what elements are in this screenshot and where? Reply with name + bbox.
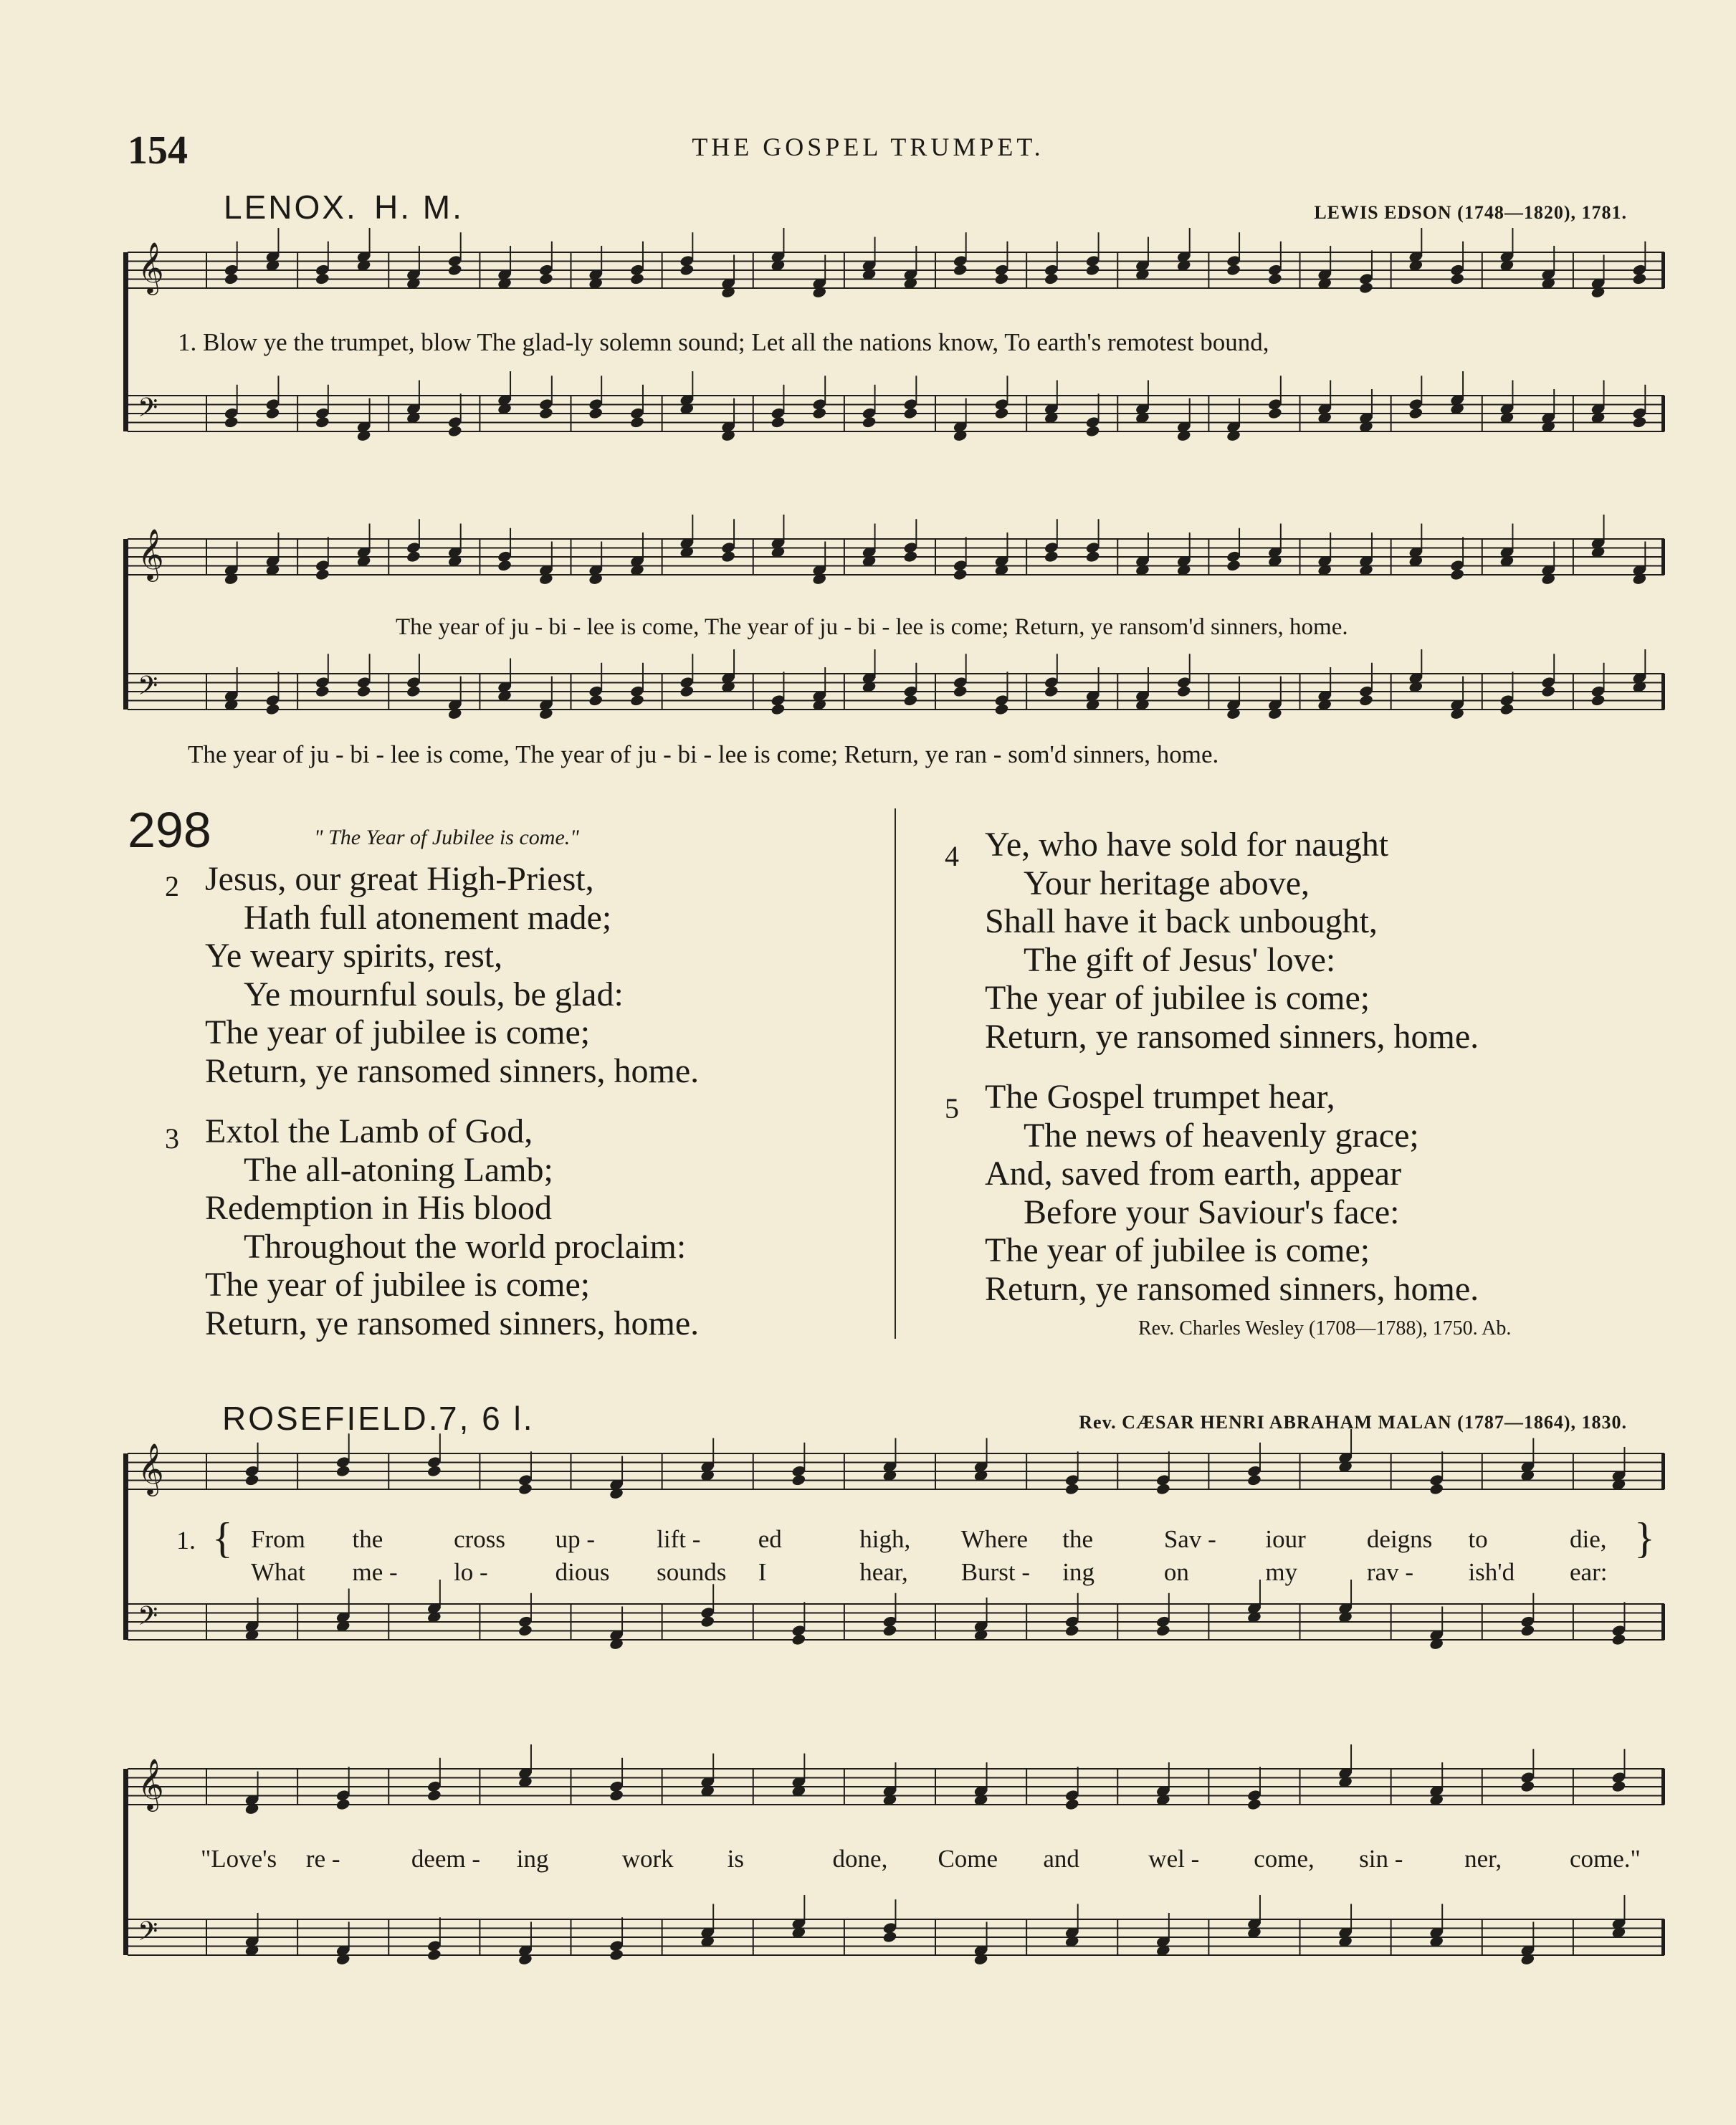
lenox-system2-final-bar: [1661, 674, 1665, 710]
rosefield-system1-treble-note: [1064, 1483, 1079, 1496]
verse-line: Extol the Lamb of God,: [205, 1112, 533, 1150]
rosefield-system1-treble-note: [244, 1474, 259, 1486]
lenox-system1-treble-note: [224, 272, 239, 285]
rosefield-system1-bass-note: [518, 1624, 533, 1637]
lenox-system2-bass-note: [1499, 703, 1515, 716]
lenox-system2-bass-note: [265, 703, 280, 716]
verse-line: Throughout the world proclaim:: [244, 1227, 687, 1266]
rosefield-system1-final-bar: [1661, 1453, 1665, 1489]
verse-number: 3: [165, 1122, 179, 1155]
lyric-syllable: sounds: [657, 1558, 727, 1586]
rosefield-system2-treble-note: [609, 1789, 624, 1802]
lenox-system1-bass-note: [538, 407, 553, 420]
lyric-syllable: Come: [938, 1845, 998, 1873]
lyric-syllable: to: [1468, 1525, 1488, 1553]
verse-line: Hath full atonement made;: [244, 898, 612, 937]
verse-line: Return, ye ransomed sinners, home.: [205, 1304, 700, 1342]
lenox-meter: H. M.: [374, 188, 464, 226]
verse-line: Before your Saviour's face:: [1024, 1193, 1400, 1231]
lenox-system1-bass-note: [447, 425, 462, 438]
lenox-system2-system-bracket: [123, 539, 128, 710]
verse-line: Jesus, our great High-Priest,: [205, 860, 594, 898]
lenox-system2-bass-note: [994, 703, 1009, 716]
rosefield-system2-bass-note: [426, 1949, 442, 1962]
lenox-system1-bass-note: [224, 416, 239, 429]
lyric-syllable: lift -: [657, 1525, 701, 1553]
lenox-system1-treble-note: [1632, 272, 1647, 285]
lyric-syllable: re -: [305, 1845, 340, 1873]
lenox-system1-treble-note: [1226, 264, 1241, 277]
verse-line: The year of jubilee is come;: [985, 979, 1370, 1017]
verse-line: And, saved from earth, appear: [985, 1155, 1402, 1193]
lyric-syllable: Where: [960, 1525, 1029, 1553]
lenox-system2-bass-note: [315, 685, 330, 698]
lyric-syllable: come,: [1254, 1845, 1315, 1873]
lyric-syllable: deem -: [411, 1845, 481, 1873]
lenox-system1-lyric: 1. Blow ye the trumpet, blow The glad-ly solemn sound; Let all the nations know, To earth's remotest bound,: [178, 328, 1269, 356]
lyric-syllable: lo -: [454, 1558, 488, 1586]
verse-line: Return, ye ransomed sinners, home.: [985, 1017, 1479, 1056]
lenox-system2-bass-note: [1358, 694, 1373, 707]
lenox-system1-bass-note: [1408, 407, 1423, 420]
lyric-syllable: wel -: [1148, 1845, 1200, 1873]
lyric-syllable: my: [1265, 1558, 1298, 1586]
lenox-system1-treble-note: [994, 272, 1009, 285]
rosefield-system1-treble-note: [1155, 1483, 1170, 1496]
lenox-system2-bass-note: [1590, 694, 1606, 707]
lyric-syllable: sin -: [1359, 1845, 1403, 1873]
verse-line: Return, ye ransomed sinners, home.: [205, 1051, 700, 1090]
verse-5: [945, 1078, 1661, 1308]
rosefield-verse-label: 1.: [176, 1526, 196, 1555]
lenox-system2-treble-note: [315, 568, 330, 581]
rosefield-lyric-line2: [0, 1558, 1736, 1590]
lyric-syllable: high,: [859, 1525, 911, 1553]
verse-line: The year of jubilee is come;: [985, 1231, 1370, 1269]
lenox-system1-bass-note: [1632, 416, 1647, 429]
verse-line: The gift of Jesus' love:: [1024, 940, 1336, 979]
lenox-system2-treble-note: [406, 550, 421, 563]
lyric-syllable: deigns: [1366, 1525, 1433, 1553]
lyric-syllable: the: [1062, 1525, 1094, 1553]
lenox-system1-treble-note: [315, 272, 330, 285]
lenox-system2-bass-note: [588, 694, 603, 707]
lenox-system1-bass-note: [1085, 425, 1100, 438]
column-divider: [895, 808, 896, 1339]
lyric-syllable: ear:: [1570, 1558, 1608, 1586]
lyric-syllable: ed: [758, 1525, 782, 1553]
rosefield-system1-bass-note: [882, 1624, 897, 1637]
rosefield-system1-bass-note: [791, 1633, 806, 1646]
lenox-system2-treble-note: [1085, 550, 1100, 563]
rosefield-system1-treble-clef: 𝄞: [138, 1442, 164, 1494]
lenox-system1-bass-note: [994, 407, 1009, 420]
lyric-syllable: I: [758, 1558, 767, 1586]
lenox-system2-bass-note: [629, 694, 644, 707]
lenox-system2-treble-note: [497, 559, 512, 572]
verse-2: [165, 860, 867, 1090]
rosefield-system1-bass-note: [700, 1615, 715, 1628]
lenox-system2-bass-note: [1541, 685, 1556, 698]
lenox-system1-treble-note: [629, 272, 644, 285]
lenox-system2-bass-note: [903, 694, 918, 707]
rosefield-system1-final-bar: [1661, 1604, 1665, 1640]
verse-line: The news of heavenly grace;: [1024, 1116, 1419, 1155]
verse-line: Ye weary spirits, rest,: [205, 937, 503, 975]
lenox-system1-bass-clef: 𝄢: [138, 393, 158, 429]
lyric-syllable: Sav -: [1163, 1525, 1216, 1553]
lenox-system2-bass-note: [771, 703, 786, 716]
rosefield-system1-treble-note: [1429, 1483, 1444, 1496]
rosefield-system1-bass-note: [1520, 1624, 1535, 1637]
lyric-syllable: "Love's: [201, 1845, 277, 1873]
page-number: 154: [128, 128, 188, 173]
lyric-syllable: is: [727, 1845, 744, 1873]
lyric-syllable: iour: [1265, 1525, 1306, 1553]
verse-number: 2: [165, 870, 179, 902]
lyric-syllable: the: [352, 1525, 383, 1553]
rosefield-system2-treble-clef: 𝄞: [138, 1757, 164, 1810]
lenox-system1-final-bar: [1661, 252, 1665, 288]
lenox-system1-treble-note: [1449, 272, 1464, 285]
verse-line: The year of jubilee is come;: [205, 1266, 591, 1304]
lyric-syllable: up -: [555, 1525, 596, 1553]
lyric-syllable: ing: [1062, 1558, 1095, 1586]
lenox-system2-bass-note: [953, 685, 968, 698]
lenox-system1-bass-note: [265, 407, 280, 420]
lenox-system2-treble-note: [1226, 559, 1241, 572]
lyric-syllable: work: [621, 1845, 674, 1873]
rosefield-system2-treble-note: [1611, 1780, 1626, 1793]
lyric-syllable: me -: [352, 1558, 398, 1586]
lyric-syllable: hear,: [859, 1558, 908, 1586]
rosefield-system2-bass-note: [609, 1949, 624, 1962]
verse-line: Redemption in His blood: [205, 1189, 552, 1227]
verse-line: Ye, who have sold for naught: [985, 826, 1389, 864]
verse-number: 5: [945, 1092, 959, 1124]
lenox-system2-lower-lyric: The year of ju - bi - lee is come, The year of ju - bi - lee is come; Return, ye ran - som'd sinners, home.: [188, 740, 1219, 768]
rosefield-tune-name: ROSEFIELD.: [222, 1400, 440, 1437]
lyric-syllable: on: [1163, 1558, 1189, 1586]
lyric-syllable: come.": [1570, 1845, 1641, 1873]
lyric-syllable: ner,: [1464, 1845, 1502, 1873]
rosefield-system1-treble-note: [791, 1474, 806, 1486]
rosefield-system1-treble-note: [1246, 1474, 1262, 1486]
lenox-system2-treble-clef: 𝄞: [138, 527, 164, 580]
rosefield-system1-treble-note: [426, 1465, 442, 1478]
verse-line: Shall have it back unbought,: [985, 902, 1378, 940]
rosefield-system2-treble-note: [426, 1789, 442, 1802]
lyric-syllable: rav -: [1366, 1558, 1414, 1586]
brace-right: }: [1634, 1514, 1655, 1562]
lenox-system1-bass-note: [812, 407, 827, 420]
rosefield-system1-treble-note: [518, 1483, 533, 1496]
lenox-composer: LEWIS EDSON (1748—1820), 1781.: [1314, 202, 1627, 223]
rosefield-system2-bass-clef: 𝄢: [138, 1916, 158, 1953]
rosefield-system2-treble-note: [1064, 1798, 1079, 1811]
lenox-system1-treble-clef: 𝄞: [138, 241, 164, 293]
running-title: THE GOSPEL TRUMPET.: [692, 133, 1044, 161]
lenox-system1-bass-note: [629, 416, 644, 429]
lyric-syllable: done,: [832, 1845, 888, 1873]
lenox-system2-bass-note: [1176, 685, 1191, 698]
lenox-system1-treble-note: [679, 264, 695, 277]
lenox-system1-treble-note: [1267, 272, 1282, 285]
lenox-system1-bass-note: [862, 416, 877, 429]
lenox-system1-bass-note: [1267, 407, 1282, 420]
rosefield-system2-treble-note: [1520, 1780, 1535, 1793]
verse-line: Return, ye ransomed sinners, home.: [985, 1269, 1479, 1308]
lyric-syllable: die,: [1570, 1525, 1607, 1553]
rosefield-system1-bass-note: [1611, 1633, 1626, 1646]
lenox-system1-treble-note: [1044, 272, 1059, 285]
rosefield-system2-bass-note: [882, 1931, 897, 1944]
verse-number: 4: [945, 840, 959, 872]
lenox-system1-treble-note: [953, 264, 968, 277]
lenox-system1-final-bar: [1661, 396, 1665, 431]
lenox-system2-bass-note: [356, 685, 371, 698]
lenox-system1-treble-note: [1358, 282, 1373, 295]
lenox-system2-final-bar: [1661, 539, 1665, 575]
hymn-attribution: Rev. Charles Wesley (1708—1788), 1750. Ab.: [1138, 1317, 1512, 1340]
lyric-syllable: ing: [516, 1845, 549, 1873]
rosefield-system2-treble-note: [335, 1798, 350, 1811]
lenox-system1-system-bracket: [123, 252, 128, 431]
verse-line: Your heritage above,: [1024, 864, 1310, 902]
rosefield-system1-bass-note: [1155, 1624, 1170, 1637]
rosefield-system1-bass-note: [1064, 1624, 1079, 1637]
rosefield-meter: 7, 6 l.: [439, 1400, 535, 1437]
lenox-tune-name: LENOX.: [224, 188, 358, 226]
hymn-reference: " The Year of Jubilee is come.": [314, 826, 579, 849]
rosefield-composer: Rev. CÆSAR HENRI ABRAHAM MALAN (1787—1864), 1830.: [1079, 1412, 1627, 1433]
lenox-system2-upper-lyric: The year of ju - bi - lee is come, The year of ju - bi - lee is come; Return, ye ransom'd sinners, home.: [396, 614, 1348, 640]
lyric-syllable: dious: [555, 1558, 610, 1586]
verse-line: The all-atoning Lamb;: [244, 1150, 553, 1189]
rosefield-system2-treble-note: [1246, 1798, 1262, 1811]
verse-line: The year of jubilee is come;: [205, 1013, 591, 1051]
lyric-syllable: From: [251, 1525, 305, 1553]
rosefield-lyric-line1: [0, 1525, 1736, 1557]
lenox-system1-bass-note: [588, 407, 603, 420]
lenox-system2-bass-note: [1044, 685, 1059, 698]
lenox-system2-bass-note: [679, 685, 695, 698]
rosefield-system2-final-bar: [1661, 1919, 1665, 1955]
lenox-system1-treble-note: [538, 272, 553, 285]
brace-left: {: [212, 1514, 233, 1562]
lenox-system2-bass-note: [406, 685, 421, 698]
lenox-system2-treble-note: [720, 550, 735, 563]
lenox-system2-treble-note: [1449, 568, 1464, 581]
verse-line: Ye mournful souls, be glad:: [244, 975, 624, 1013]
lenox-system1-bass-note: [771, 416, 786, 429]
rosefield-system2-lyric: [0, 1845, 1736, 1876]
lyric-syllable: and: [1043, 1845, 1079, 1873]
rosefield-system2-final-bar: [1661, 1769, 1665, 1805]
verse-3: [165, 1112, 867, 1342]
lenox-system1-bass-note: [315, 416, 330, 429]
rosefield-system1-bass-clef: 𝄢: [138, 1601, 158, 1638]
lenox-system1-treble-note: [1085, 264, 1100, 277]
lenox-system2-treble-note: [903, 550, 918, 563]
lenox-system1-bass-note: [903, 407, 918, 420]
verse-4: [945, 826, 1661, 1056]
rosefield-system1-treble-note: [335, 1465, 350, 1478]
lenox-system2-treble-note: [1044, 550, 1059, 563]
lyric-syllable: Burst -: [960, 1558, 1031, 1586]
lyric-syllable: cross: [454, 1525, 505, 1553]
hymn-number: 298: [128, 802, 211, 858]
lyric-syllable: ish'd: [1468, 1558, 1515, 1586]
verse-line: The Gospel trumpet hear,: [985, 1078, 1335, 1116]
lyric-syllable: What: [251, 1558, 305, 1586]
lenox-system1-treble-note: [447, 264, 462, 277]
lenox-system2-treble-note: [953, 568, 968, 581]
lenox-system2-bass-clef: 𝄢: [138, 671, 158, 707]
